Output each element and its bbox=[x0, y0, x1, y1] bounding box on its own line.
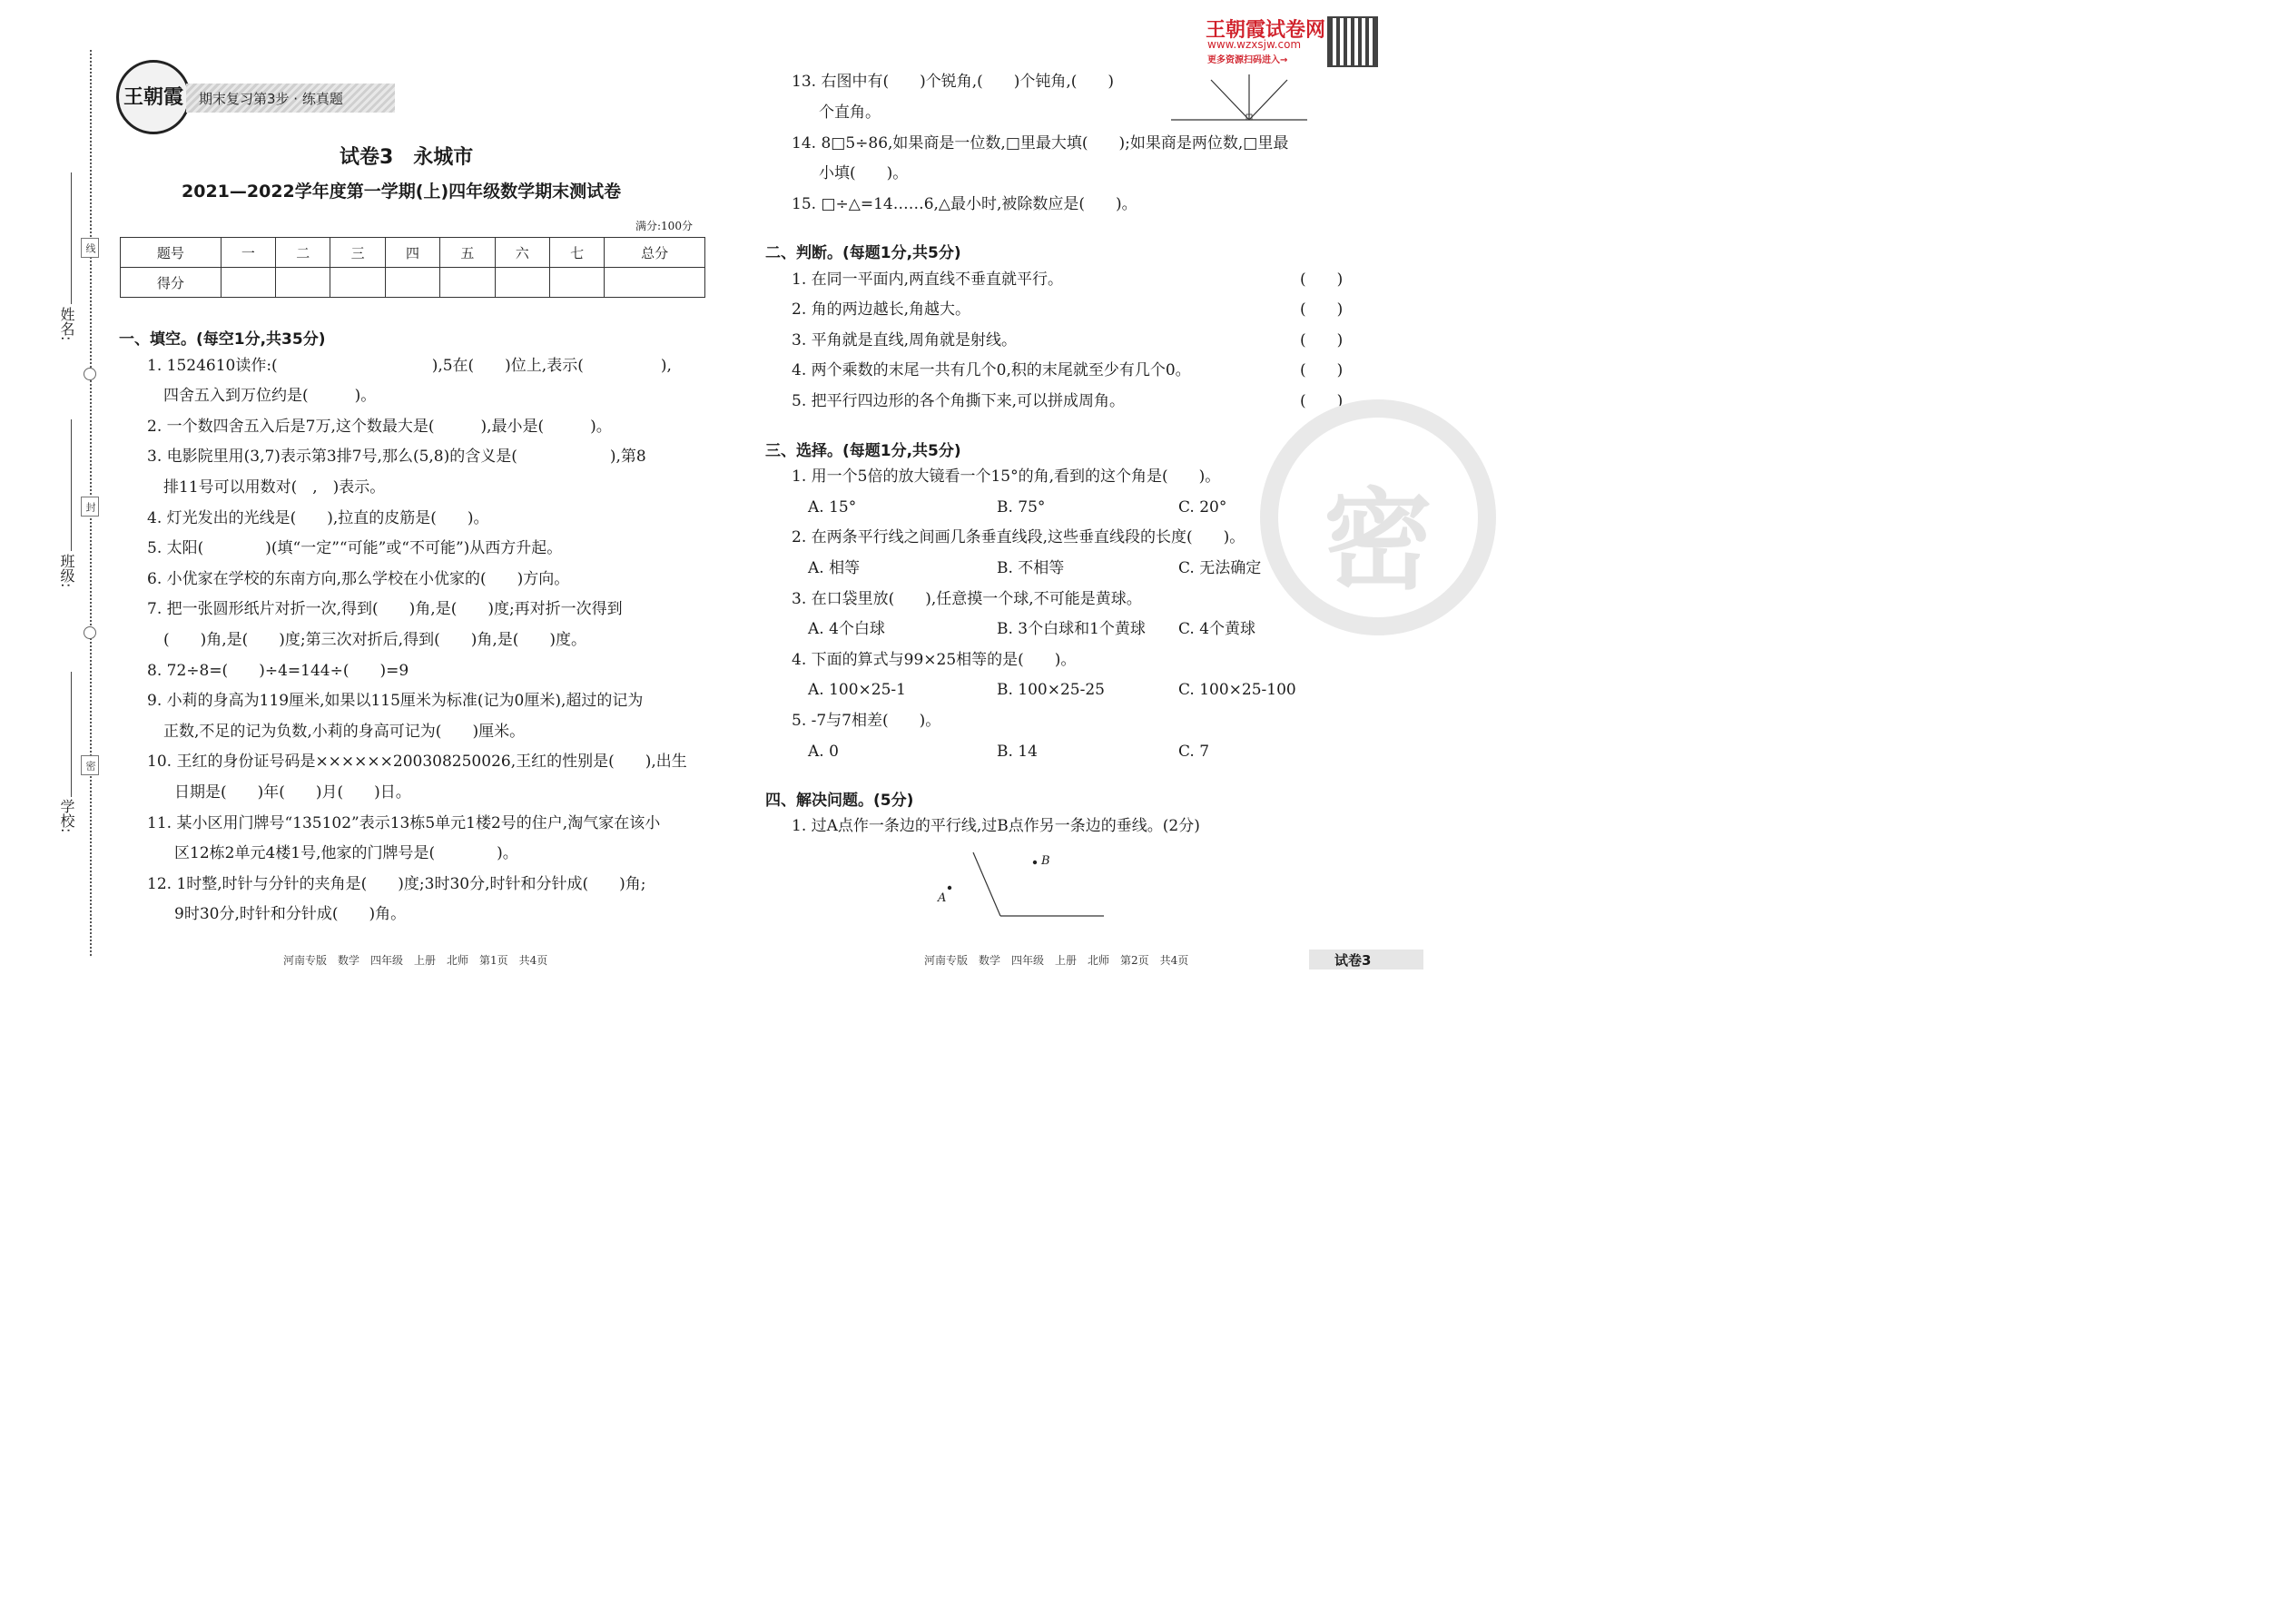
question-line: 13. 右图中有( )个锐角,( )个钝角,( ) bbox=[792, 73, 1115, 91]
name-blank-line bbox=[71, 172, 72, 304]
score-table-cell: 三 bbox=[330, 238, 385, 268]
qr-code-icon bbox=[1327, 16, 1378, 67]
question-line: 9时30分,时针和分针成( )角。 bbox=[174, 905, 407, 923]
judge-answer-paren[interactable]: ( ) bbox=[1300, 300, 1344, 319]
choice-question: 5. -7与7相差( )。 bbox=[792, 712, 941, 730]
score-table-cell: 七 bbox=[549, 238, 604, 268]
right-page-footer: 河南专版 数学 四年级 上册 北师 第2页 共4页 bbox=[924, 954, 1189, 967]
score-blank-cell[interactable] bbox=[385, 268, 439, 298]
judge-item: 5. 把平行四边形的各个角撕下来,可以拼成周角。 bbox=[792, 392, 1126, 410]
judge-answer-paren[interactable]: ( ) bbox=[1300, 392, 1344, 410]
point-b-label: B bbox=[1041, 854, 1050, 868]
binding-hole-icon bbox=[84, 368, 96, 380]
binding-mark-xian: 线 bbox=[81, 238, 99, 258]
choice-option[interactable]: C. 20° bbox=[1178, 498, 1227, 517]
binding-mark-mi: 密 bbox=[81, 755, 99, 775]
judge-item: 4. 两个乘数的末尾一共有几个0,积的末尾就至少有几个0。 bbox=[792, 361, 1191, 379]
question-line: 14. 8□5÷86,如果商是一位数,□里最大填( );如果商是两位数,□里最 bbox=[792, 134, 1289, 153]
choice-question: 4. 下面的算式与99×25相等的是( )。 bbox=[792, 651, 1077, 669]
choice-option[interactable]: A. 100×25-1 bbox=[808, 681, 906, 699]
score-table-cell: 五 bbox=[440, 238, 495, 268]
score-blank-cell[interactable] bbox=[495, 268, 549, 298]
score-table-cell: 一 bbox=[221, 238, 275, 268]
question-line: 7. 把一张圆形纸片对折一次,得到( )角,是( )度;再对折一次得到 bbox=[147, 600, 623, 618]
question-line: 10. 王红的身份证号码是××××××200308250026,王红的性别是( ),出生 bbox=[147, 753, 687, 771]
question-line: 2. 一个数四舍五入后是7万,这个数最大是( ),最小是( )。 bbox=[147, 418, 612, 436]
wangzhaoxia-logo: 王朝霞 bbox=[116, 60, 191, 134]
score-table bbox=[120, 237, 705, 298]
question-line: 日期是( )年( )月( )日。 bbox=[174, 783, 411, 802]
choice-option[interactable]: B. 3个白球和1个黄球 bbox=[997, 620, 1146, 638]
mi-watermark-icon: 密 bbox=[1260, 399, 1496, 635]
question-line: 5. 太阳( )(填“一定”“可能”或“不可能”)从西方升起。 bbox=[147, 539, 563, 557]
brand-slogan: 更多资源扫码进入→ bbox=[1207, 55, 1288, 65]
judge-item: 2. 角的两边越长,角越大。 bbox=[792, 300, 971, 319]
exam-subtitle: 2021—2022学年度第一学期(上)四年级数学期末测试卷 bbox=[182, 182, 622, 202]
question-line: 排11号可以用数对( , )表示。 bbox=[163, 478, 386, 497]
question-line: 小填( )。 bbox=[819, 164, 909, 182]
choice-option[interactable]: C. 7 bbox=[1178, 743, 1210, 761]
problem-text: 1. 过A点作一条边的平行线,过B点作另一条边的垂线。(2分) bbox=[792, 817, 1200, 835]
section-problem-heading: 四、解决问题。(5分) bbox=[765, 792, 914, 810]
choice-option[interactable]: C. 4个黄球 bbox=[1178, 620, 1256, 638]
choice-option[interactable]: B. 不相等 bbox=[997, 559, 1065, 577]
review-banner: 期末复习第3步 · 练真题 bbox=[186, 84, 395, 113]
choice-option[interactable]: C. 100×25-100 bbox=[1178, 681, 1296, 699]
choice-option[interactable]: A. 相等 bbox=[808, 559, 861, 577]
score-table-cell: 四 bbox=[385, 238, 439, 268]
choice-question: 2. 在两条平行线之间画几条垂直线段,这些垂直线段的长度( )。 bbox=[792, 528, 1245, 546]
score-blank-cell[interactable] bbox=[330, 268, 385, 298]
brand-url: www.wzxsjw.com bbox=[1207, 38, 1302, 51]
point-a-label: A bbox=[938, 891, 947, 905]
question-line: 12. 1时整,时针与分针的夹角是( )度;3时30分,时针和分针成( )角; bbox=[147, 875, 646, 893]
score-blank-cell[interactable] bbox=[605, 268, 705, 298]
score-table-header-row bbox=[121, 238, 705, 268]
question-line: 4. 灯光发出的光线是( ),拉直的皮筋是( )。 bbox=[147, 509, 489, 527]
judge-item: 3. 平角就是直线,周角就是射线。 bbox=[792, 331, 1018, 349]
binding-mark-feng: 封 bbox=[81, 497, 99, 517]
score-table-cell: 二 bbox=[276, 238, 330, 268]
school-blank-line bbox=[71, 672, 72, 797]
score-table-score-row bbox=[121, 268, 705, 298]
choice-question: 1. 用一个5倍的放大镜看一个15°的角,看到的这个角是( )。 bbox=[792, 468, 1221, 486]
question-line: 3. 电影院里用(3,7)表示第3排7号,那么(5,8)的含义是( ),第8 bbox=[147, 448, 646, 466]
question-line: 6. 小优家在学校的东南方向,那么学校在小优家的( )方向。 bbox=[147, 570, 570, 588]
question-line: 11. 某小区用门牌号“135102”表示13栋5单元1楼2号的住户,淘气家在该小 bbox=[147, 814, 661, 832]
school-label: 学校: bbox=[58, 799, 75, 833]
full-score: 满分:100分 bbox=[635, 220, 693, 232]
question-line: ( )角,是( )度;第三次对折后,得到( )角,是( )度。 bbox=[163, 631, 586, 649]
choice-question: 3. 在口袋里放( ),任意摸一个球,不可能是黄球。 bbox=[792, 590, 1142, 608]
choice-option[interactable]: A. 0 bbox=[808, 743, 839, 761]
judge-answer-paren[interactable]: ( ) bbox=[1300, 331, 1344, 349]
judge-item: 1. 在同一平面内,两直线不垂直就平行。 bbox=[792, 271, 1064, 289]
score-blank-cell[interactable] bbox=[276, 268, 330, 298]
section-choice-heading: 三、选择。(每题1分,共5分) bbox=[765, 442, 961, 460]
score-table-cell: 题号 bbox=[121, 238, 222, 268]
judge-answer-paren[interactable]: ( ) bbox=[1300, 271, 1344, 289]
choice-option[interactable]: A. 15° bbox=[808, 498, 857, 517]
question-line: 四舍五入到万位约是( )。 bbox=[163, 387, 377, 405]
angle-diagram bbox=[1171, 71, 1307, 125]
choice-option[interactable]: B. 100×25-25 bbox=[997, 681, 1105, 699]
page-tag: 试卷3 bbox=[1309, 950, 1423, 969]
judge-answer-paren[interactable]: ( ) bbox=[1300, 361, 1344, 379]
score-blank-cell[interactable] bbox=[549, 268, 604, 298]
name-label: 姓名: bbox=[58, 307, 75, 341]
question-line: 15. □÷△=14……6,△最小时,被除数应是( )。 bbox=[792, 195, 1137, 213]
score-blank-cell[interactable] bbox=[440, 268, 495, 298]
score-table-cell: 总分 bbox=[605, 238, 705, 268]
brand-name: 王朝霞试卷网 bbox=[1206, 19, 1326, 42]
question-line: 区12栋2单元4楼1号,他家的门牌号是( )。 bbox=[174, 844, 518, 862]
question-line: 正数,不足的记为负数,小莉的身高可记为( )厘米。 bbox=[163, 723, 526, 741]
choice-option[interactable]: C. 无法确定 bbox=[1178, 559, 1262, 577]
choice-option[interactable]: B. 75° bbox=[997, 498, 1046, 517]
score-table-row-label: 得分 bbox=[121, 268, 222, 298]
question-line: 8. 72÷8=( )÷4=144÷( )=9 bbox=[147, 662, 409, 680]
question-line: 个直角。 bbox=[819, 103, 881, 122]
question-line: 1. 1524610读作:( ),5在( )位上,表示( ), bbox=[147, 357, 672, 375]
class-blank-line bbox=[71, 419, 72, 551]
choice-option[interactable]: B. 14 bbox=[997, 743, 1038, 761]
section-judge-heading: 二、判断。(每题1分,共5分) bbox=[765, 244, 961, 262]
question-line: 9. 小莉的身高为119厘米,如果以115厘米为标准(记为0厘米),超过的记为 bbox=[147, 692, 644, 710]
score-blank-cell[interactable] bbox=[221, 268, 275, 298]
left-page-footer: 河南专版 数学 四年级 上册 北师 第1页 共4页 bbox=[283, 954, 548, 967]
score-table-cell: 六 bbox=[495, 238, 549, 268]
angle-figure bbox=[935, 849, 1117, 921]
section-fill-in-heading: 一、填空。(每空1分,共35分) bbox=[119, 330, 326, 349]
class-label: 班级: bbox=[58, 554, 75, 588]
choice-option[interactable]: A. 4个白球 bbox=[808, 620, 885, 638]
exam-title: 试卷3 永城市 bbox=[340, 146, 474, 169]
binding-hole-icon bbox=[84, 626, 96, 639]
